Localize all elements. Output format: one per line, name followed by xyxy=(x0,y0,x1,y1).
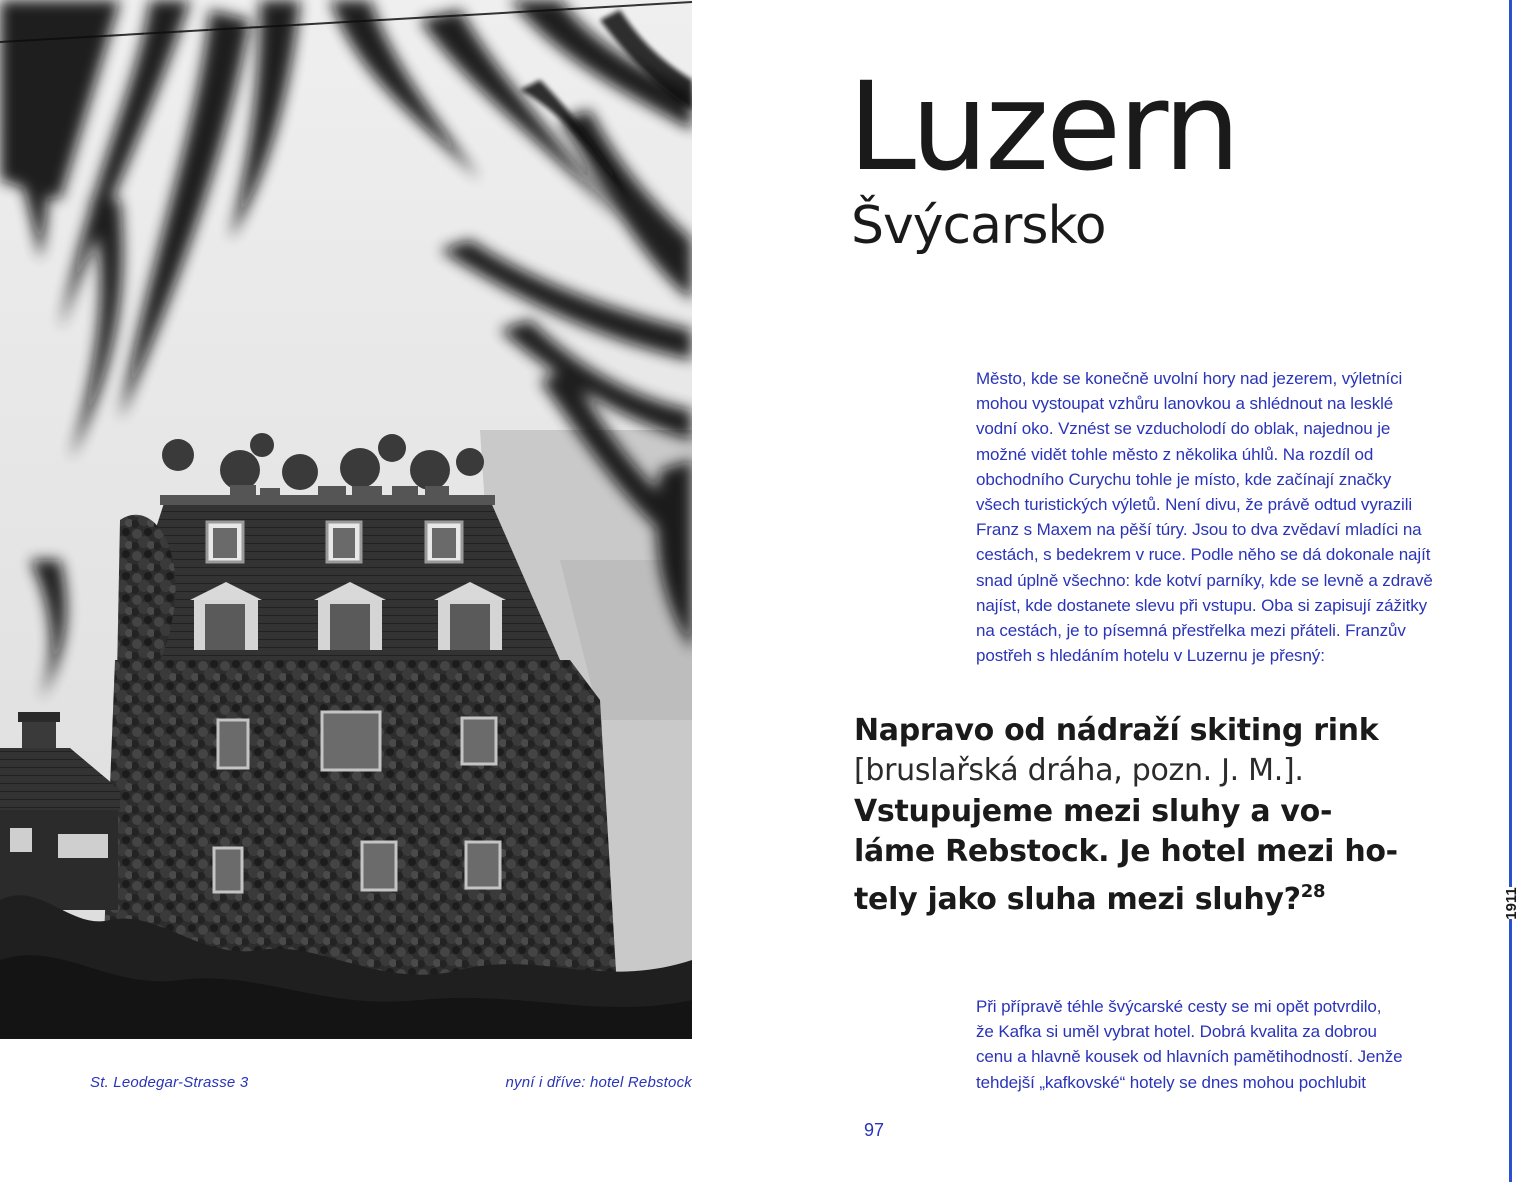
timeline-year: 1911 xyxy=(1502,886,1520,920)
photo-caption-address: St. Leodegar-Strasse 3 xyxy=(90,1074,249,1091)
text-line: tehdejší „kafkovské“ hotely se dnes mohou pochlubit xyxy=(976,1072,1366,1092)
text-line: cestách, s bedekrem v ruce. Podle něho se dá dokonale najít xyxy=(976,545,1431,565)
photo-caption-hotel: nyní i dříve: hotel Rebstock xyxy=(505,1074,692,1091)
footnote-marker: 28 xyxy=(1300,881,1326,903)
text-line: vodní oko. Vznést se vzducholodí do oblak, najednou je xyxy=(976,419,1391,439)
closing-paragraph xyxy=(976,994,1462,1095)
text-line: na cestách, je to písemná přestřelka mezi přáteli. Franzův xyxy=(976,621,1406,641)
text-line: že Kafka si uměl vybrat hotel. Dobrá kvalita za dobrou xyxy=(976,1022,1377,1042)
kafka-quote xyxy=(854,711,1434,920)
text-line: Při přípravě téhle švýcarské cesty se mi opět potvrdilo, xyxy=(976,997,1382,1016)
timeline-year-marker xyxy=(1495,887,1527,919)
text-line: postřeh s hledáním hotelu v Luzernu je přesný: xyxy=(976,646,1325,666)
quote-line: Vstupujeme mezi sluhy a vo- xyxy=(854,793,1333,829)
page-subtitle: Švýcarsko xyxy=(851,196,1106,256)
quote-line: láme Rebstock. Je hotel mezi ho- xyxy=(854,833,1398,869)
quote-last-line xyxy=(854,872,1434,920)
text-line: Franz s Maxem na pěší túry. Jsou to dva zvědaví mladíci na xyxy=(976,520,1422,540)
page-title: Luzern xyxy=(848,56,1238,198)
text-line: Město, kde se konečně uvolní hory nad jezerem, výletníci xyxy=(976,369,1403,388)
text-line: všech turistických výletů. Není divu, že právě odtud vyrazili xyxy=(976,495,1413,515)
text-line: obchodního Curychu tohle je místo, kde začínají značky xyxy=(976,469,1392,489)
page-number: 97 xyxy=(864,1120,885,1140)
text-line: najíst, kde dostanete slevu při vstupu. Oba si zapisují zážitky xyxy=(976,595,1428,615)
text-line: mohou vystoupat vzhůru lanovkou a shlédnout na lesklé xyxy=(976,394,1394,414)
timeline-line xyxy=(1509,0,1512,1182)
quote-editor-note: [bruslařská dráha, pozn. J. M.]. xyxy=(854,753,1304,789)
text-line: snad úplně všechno: kde kotví parníky, kde se levně a zdravě xyxy=(976,570,1433,590)
text-line: cenu a hlavně kousek od hlavních pamětihodností. Jenže xyxy=(976,1047,1403,1067)
quote-line: Napravo od nádraží skiting rink xyxy=(854,713,1379,748)
intro-paragraph xyxy=(976,366,1462,668)
quote-line: tely jako sluha mezi sluhy? xyxy=(854,882,1301,918)
text-line: možné vidět tohle město z několika úhlů. Na rozdíl od xyxy=(976,444,1374,464)
building-photo xyxy=(0,0,692,1039)
